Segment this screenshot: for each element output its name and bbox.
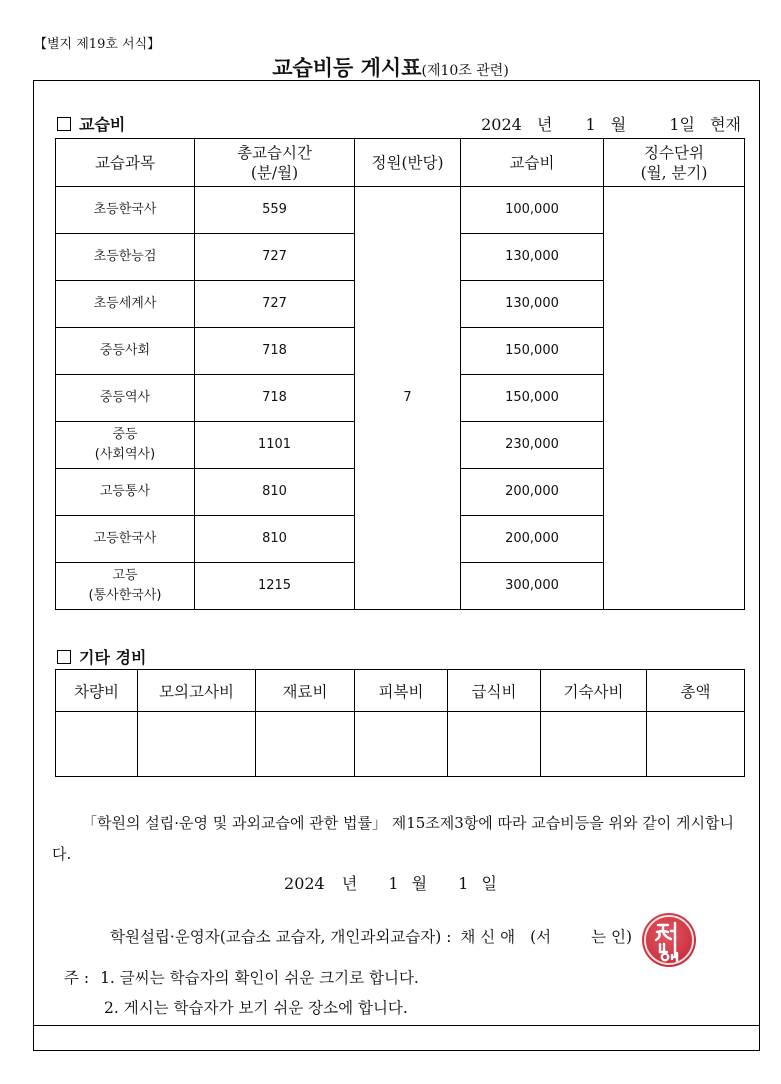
title-main: 교습비등 게시표 [272,56,422,80]
fee-cell: 130,000 [461,281,604,328]
etc-table-header-row [56,670,745,712]
header-hours: 총교습시간 (분/월) [195,139,355,187]
hours-cell: 718 [195,328,355,375]
fee-table [55,138,745,610]
fee-cell: 150,000 [461,328,604,375]
checkbox-icon [57,650,71,664]
header-vehicle-fee: 차량비 [56,670,138,712]
hours-cell: 1215 [195,563,355,610]
subject-cell: 고등통사 [56,469,195,516]
hours-cell: 810 [195,469,355,516]
hours-cell: 1101 [195,422,355,469]
subject-cell: 초등세계사 [56,281,195,328]
fee-cell: 230,000 [461,422,604,469]
note-item-2: 2. 게시는 학습자가 보기 쉬운 장소에 합니다. [104,999,408,1017]
operator-label: 학원설립·운영자(교습소 교습자, 개인과외교습자) : [110,928,452,946]
hours-cell: 727 [195,234,355,281]
hours-cell: 718 [195,375,355,422]
fee-cell: 200,000 [461,516,604,563]
operator-name: 채 신 애 [460,928,516,946]
total-cell [647,712,745,777]
note-item-1: 주 : 1. 글씨는 학습자의 확인이 쉬운 크기로 합니다. [64,969,419,987]
sign-date: 2024 년 1 월 1 일 [284,874,497,893]
section-etc-title: 기타 경비 [57,645,146,668]
header-materials-fee: 재료비 [256,670,355,712]
etc-expense-table [55,669,745,777]
hours-cell: 810 [195,516,355,563]
fee-cell: 200,000 [461,469,604,516]
header-collection-unit: 징수단위 (월, 분기) [604,139,745,187]
header-dormitory-fee: 기숙사비 [541,670,647,712]
header-capacity: 정원(반당) [355,139,461,187]
vehicle-fee-cell [56,712,138,777]
operator-signature-line: 학원설립·운영자(교습소 교습자, 개인과외교습자) : 채 신 애 (서 는 인) [110,928,633,946]
header-subject: 교습과목 [56,139,195,187]
table-row [56,187,745,234]
checkbox-icon [57,117,71,131]
subject-cell: 고등한국사 [56,516,195,563]
subject-cell: 초등한능검 [56,234,195,281]
form-number-label: 【별지 제19호 서식】 [34,37,161,52]
fee-table-header-row [56,139,745,187]
current-date: 2024 년 1 월 1일 현재 [481,115,741,134]
header-meal-fee: 급식비 [448,670,541,712]
page-title [0,52,781,82]
subject-cell: 중등역사 [56,375,195,422]
capacity-cell: 7 [355,187,461,610]
materials-fee-cell [256,712,355,777]
hours-cell: 559 [195,187,355,234]
dormitory-fee-cell [541,712,647,777]
seal-stamp-icon [642,913,696,967]
subject-cell: 고등 (통사한국사) [56,563,195,610]
uniform-fee-cell [355,712,448,777]
mock-exam-fee-cell [138,712,256,777]
fee-cell: 130,000 [461,234,604,281]
subject-cell: 초등한국사 [56,187,195,234]
fee-cell: 150,000 [461,375,604,422]
collection-unit-cell [604,187,745,610]
meal-fee-cell [448,712,541,777]
hours-cell: 727 [195,281,355,328]
header-mock-exam-fee: 모의고사비 [138,670,256,712]
subject-cell: 중등사회 [56,328,195,375]
header-uniform-fee: 피복비 [355,670,448,712]
fee-cell: 300,000 [461,563,604,610]
legal-statement: 「학원의 설립·운영 및 과외교습에 관한 법률」 제15조제3항에 따라 교습비등을 위와 같이 게시합니다. [52,814,734,863]
frame-divider [33,1025,760,1026]
title-sub: (제10조 관련) [421,63,509,79]
section-fee-title: 교습비 [57,112,125,135]
header-fee: 교습비 [461,139,604,187]
etc-table-value-row [56,712,745,777]
subject-cell: 중등 (사회역사) [56,422,195,469]
fee-cell: 100,000 [461,187,604,234]
header-total: 총액 [647,670,745,712]
